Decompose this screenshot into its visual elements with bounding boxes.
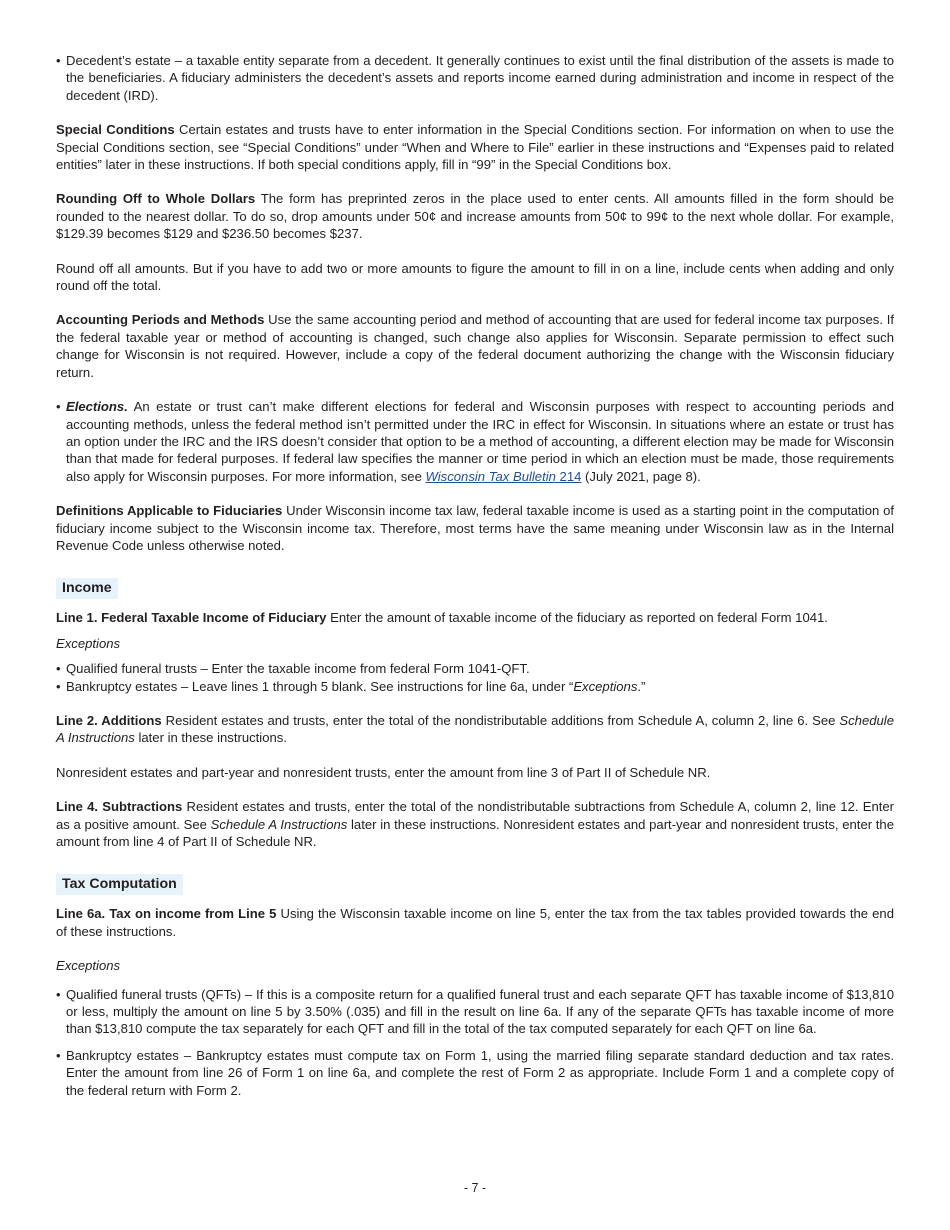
bullet-decedent-estate: • Decedent’s estate – a taxable entity separate from a decedent. It generally continues to exist until the final distribution of the assets is made to the beneficiaries. A fiduciary administers the decedent’s assets and reports income earned during administration and income in respect of the decedent (IRD). xyxy=(56,52,894,104)
bankruptcy-income-italic: Exceptions xyxy=(573,678,638,694)
bullet-bankruptcy-income xyxy=(56,678,894,695)
line4-tail: later in these instructions. Nonresident estates and part-year and nonresident trusts, enter the amount from line 4 of Part II of Schedule NR. xyxy=(56,816,894,849)
line6a-paragraph xyxy=(56,905,894,940)
definitions-text: Under Wisconsin income tax law, federal taxable income is used as a starting point in the computation of fiduciary income subject to the Wisconsin income tax. Therefore, most terms have the same meaning under Wisconsin law as in the Internal Revenue Code unless otherwise noted. xyxy=(56,503,895,553)
bankruptcy-income-tail: .” xyxy=(637,678,646,694)
bankruptcy-income-text: Bankruptcy estates – Leave lines 1 through 5 blank. See instructions for line 6a, under “ xyxy=(66,678,574,694)
elections-text: An estate or trust can’t make different elections for federal and Wisconsin purposes with respect to accounting periods and accounting methods, unless the federal method isn’t permitted under the IRC in effect for Wisconsin. In situations where an estate or trust has an option under the IRC and the IRS doesn’t consider that option to be a method of accounting, a different election may be made for Wisconsin than that made for federal purposes. If federal law specifies the manner or time period in which an election must be made, those requirements also apply for Wisconsin purposes. For more information, see xyxy=(66,399,894,484)
accounting-title: Accounting Periods and Methods xyxy=(56,312,265,328)
line2-title: Line 2. Additions xyxy=(56,712,162,728)
link-text: Wisconsin Tax Bulletin xyxy=(425,468,556,484)
elections-tail: (July 2021, page 8). xyxy=(581,468,701,484)
elections-bullet-list xyxy=(56,398,894,485)
line2-nonresident-paragraph: Nonresident estates and part-year and nonresident trusts, enter the amount from line 3 of Part II of Schedule NR. xyxy=(56,764,711,780)
rounding-title: Rounding Off to Whole Dollars xyxy=(56,191,256,207)
income-exceptions-list xyxy=(56,660,894,695)
line4-italic: Schedule A Instructions xyxy=(210,816,348,832)
line6a-title: Line 6a. Tax on income from Line 5 xyxy=(56,906,277,922)
line4-title: Line 4. Subtractions xyxy=(56,799,183,815)
bullet-elections xyxy=(56,398,894,485)
line2-paragraph xyxy=(56,712,894,747)
bullet-bankruptcy-tax: • Bankruptcy estates – Bankruptcy estates must compute tax on Form 1, using the married filing separate standard deduction and tax rates. Enter the amount from line 26 of Form 1 on line 6a, and complete the rest of Form 2 as appropriate. Include Form 1 and a complete copy of the federal return with Form 2. xyxy=(56,1047,894,1099)
accounting-paragraph xyxy=(56,311,894,381)
definitions-title: Definitions Applicable to Fiduciaries xyxy=(56,503,283,519)
instructions-page xyxy=(56,52,894,1116)
line1-text: Enter the amount of taxable income of the fiduciary as reported on federal Form 1041. xyxy=(326,610,828,626)
elections-title: Elections. xyxy=(66,399,128,415)
special-conditions-title: Special Conditions xyxy=(56,122,175,138)
link-number: 214 xyxy=(555,468,582,484)
tax-computation-heading: Tax Computation xyxy=(56,874,183,895)
tax-exceptions-label: Exceptions xyxy=(56,958,121,974)
line6a-text: Using the Wisconsin taxable income on line 5, enter the tax from the tax tables provided towards the end of these instructions. xyxy=(56,906,894,939)
line4-paragraph xyxy=(56,798,894,850)
income-heading: Income xyxy=(56,578,118,599)
special-conditions-text: Certain estates and trusts have to enter information in the Special Conditions section. For information on when to use the Special Conditions section, see “Special Conditions” under “When and Where to File” earlier in these instructions and “Expenses paid to related entities” later in these instructions. If both special conditions apply, fill in “99” in the Special Conditions box. xyxy=(56,122,894,173)
rounding-text: The form has preprinted zeros in the place used to enter cents. All amounts filled in the form should be rounded to the nearest dollar. To do so, drop amounts under 50¢ and increase amounts from 50¢ to 99¢ to the next whole dollar. For example, $129.39 becomes $129 and $236.50 becomes $237. xyxy=(56,191,894,242)
bullet-qft-tax: • Qualified funeral trusts (QFTs) – If this is a composite return for a qualified funeral trust and each separate QFT has taxable income of $13,810 or less, multiply the amount on line 5 by 3.50% (.035) and fill in the result on line 6a. If any of the separate QFTs has taxable income of more than $13,810 compute the tax separately for each QFT and fill in the total of the tax computed separately for each QFT on line 6a. xyxy=(56,986,894,1038)
accounting-text: Use the same accounting period and method of accounting that are used for federal income tax purposes. If the federal taxable year or method of accounting is changed, such change also applies for Wisconsin. Separate permission to effect such change for Wisconsin is not required. However, include a copy of the federal document authorizing the change with the Wisconsin fiduciary return. xyxy=(56,312,894,380)
tax-exceptions-list xyxy=(56,986,894,1099)
round-off-paragraph: Round off all amounts. But if you have to add two or more amounts to figure the amount to fill in on a line, include cents when adding and only round off the total. xyxy=(56,260,894,294)
wisconsin-tax-bulletin-link[interactable] xyxy=(426,469,582,484)
page-number: - 7 - xyxy=(463,1181,487,1195)
line2-tail: later in these instructions. xyxy=(134,730,287,746)
line2-italic: Schedule A Instructions xyxy=(56,712,894,746)
decedent-bullet-list xyxy=(56,52,894,104)
income-exceptions-label: Exceptions xyxy=(56,635,121,651)
definitions-paragraph xyxy=(56,502,894,554)
bullet-qft-income: • Qualified funeral trusts – Enter the taxable income from federal Form 1041-QFT. xyxy=(56,660,894,677)
line4-text: Resident estates and trusts, enter the total of the nondistributable subtractions from Schedule A, column 2, line 12. Enter as a positive amount. See xyxy=(56,799,894,832)
line1-title: Line 1. Federal Taxable Income of Fiduciary xyxy=(56,610,327,626)
line2-text: Resident estates and trusts, enter the total of the nondistributable additions from Schedule A, column 2, line 6. See xyxy=(161,712,840,728)
line1-paragraph xyxy=(56,609,894,626)
rounding-paragraph xyxy=(56,190,894,242)
special-conditions-paragraph xyxy=(56,121,894,173)
